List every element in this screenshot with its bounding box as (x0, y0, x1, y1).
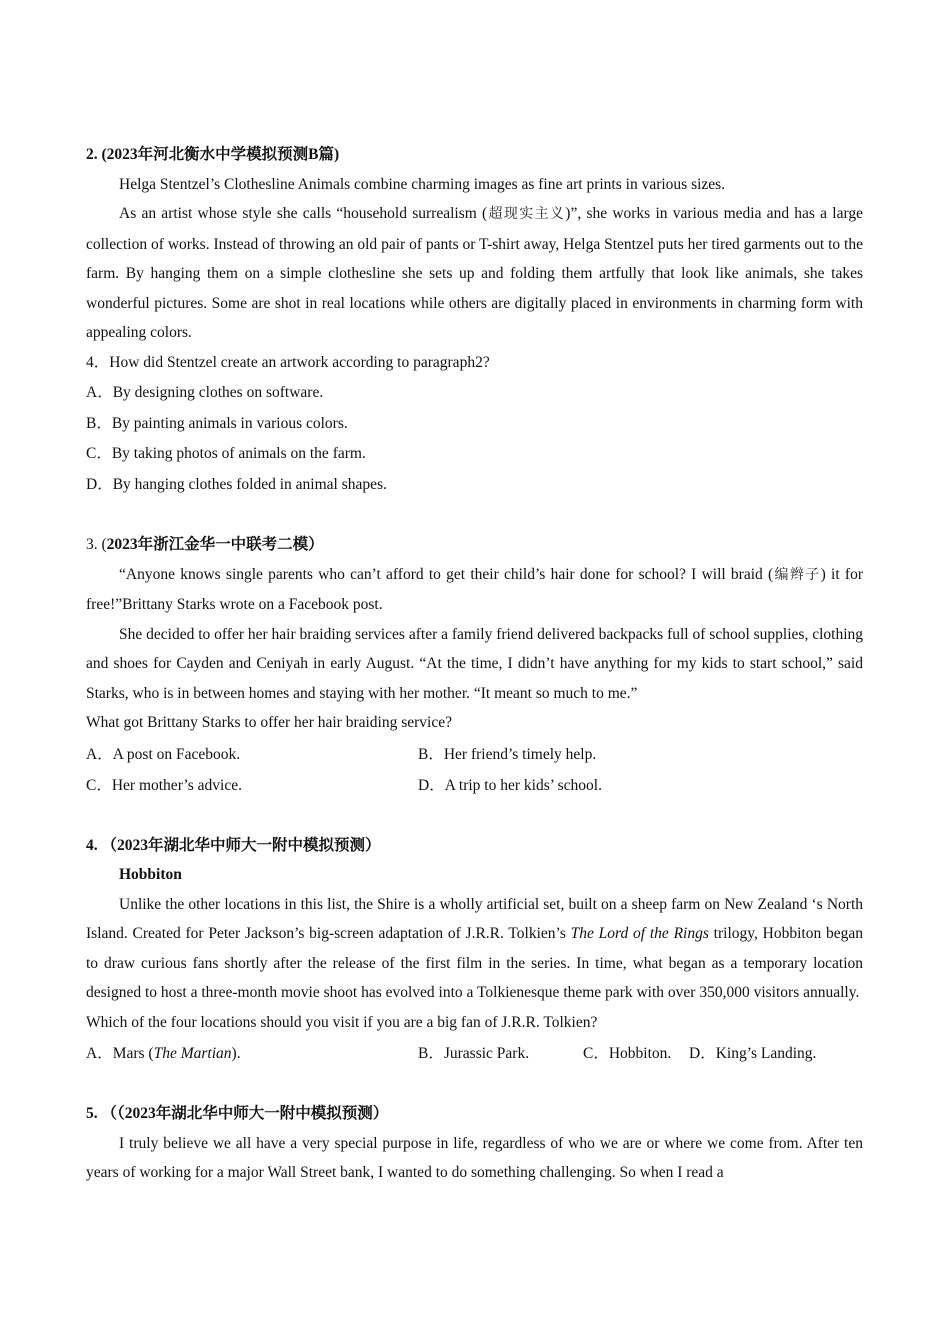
chinese-gloss: 编辫子 (773, 566, 821, 583)
section-5-heading: 5. （（2023年湖北华中师大一附中模拟预测） (86, 1105, 389, 1122)
options-row-1 (86, 739, 863, 770)
text-run: ) it for free!”Brittany Starks wrote on a Facebook post. (86, 565, 863, 613)
section-3-paragraph-1 (86, 560, 863, 620)
option-a: A．By designing clothes on software. (86, 384, 324, 401)
option-a: A．A post on Facebook. (86, 745, 241, 763)
options-row-2 (86, 770, 863, 801)
section-spacer (86, 801, 863, 831)
section-5 (86, 1099, 863, 1188)
film-title: The Martian (153, 1045, 232, 1062)
book-title: The Lord of the Rings (570, 925, 709, 942)
section-5-paragraph-1: I truly believe we all have a very special purpose in life, regardless of who we are or where we come from. After ten years of working for a major Wall Street bank, I wanted to do something challenging. So when I read a (86, 1134, 863, 1181)
chinese-gloss: 超现实主义 (487, 206, 566, 222)
section-4-heading: 4. （2023年湖北华中师大一附中模拟预测） (86, 836, 381, 854)
option-b: B．By painting animals in various colors. (86, 414, 348, 432)
option-c: C．Her mother’s advice. (86, 776, 242, 794)
option-c: C．By taking photos of animals on the farm. (86, 445, 366, 462)
section-spacer (86, 1069, 863, 1099)
section-4 (86, 831, 863, 1070)
section-spacer (86, 500, 863, 530)
document-page (86, 140, 863, 1188)
text-run: “Anyone knows single parents who can’t afford to get their child’s hair done for school? I will braid ( (119, 565, 774, 583)
section-2-heading: 2. (2023年河北衡水中学模拟预测B篇) (86, 146, 340, 163)
section-3 (86, 530, 863, 801)
text-run: )”, she works in various media and has a large collection of works. Instead of throwing an old pair of pants or T-shirt away, Helga Stentzel puts her tired garments out to the farm. By hanging them on a simple clothesline she sets up and folding them artfully that look like animals, she takes wonderful pictures. Some are shot in real locations while others are digitally placed in environments in charming form with appealing colors. (86, 205, 863, 341)
option-b: B．Jurassic Park. (418, 1045, 530, 1062)
text-run: As an artist whose style she calls “household surrealism ( (119, 205, 488, 222)
option-c: C．Hobbiton. (583, 1045, 672, 1062)
heading-number: 3. ( (86, 536, 107, 553)
text-run: A．Mars ( (86, 1045, 154, 1062)
passage-title: Hobbiton (119, 866, 182, 883)
heading-source: 2023年浙江金华一中联考二模） (106, 536, 324, 553)
text-run: ). (231, 1045, 241, 1062)
option-d: D．By hanging clothes folded in animal shapes. (86, 475, 387, 493)
text-run: trilogy, Hobbiton began to draw curious fans shortly after the release of the first film in the series. In time, what began as a temporary location designed to host a three-month movie shoot has evolved into a Tolkienesque theme park with over 350,000 visitors annually. (86, 925, 863, 1001)
section-3-paragraph-2: She decided to offer her hair braiding services after a family friend delivered backpacks full of school supplies, clothing and shoes for Cayden and Ceniyah in early August. “At the time, I didn’t have anything for my kids to start school,” said Starks, who is in between homes and staying with her mother. “It meant so much to me.” (86, 625, 863, 702)
option-a (86, 1038, 418, 1069)
section-3-heading (86, 530, 863, 560)
text-run: Unlike the other locations in this list, the Shire is a wholly artificial set, built on a sheep farm on New Zealand ‘s North Island. Created for Peter Jackson’s big-screen adaptation of J.R.R. Tolkien’s (86, 895, 863, 942)
section-2-paragraph-2 (86, 199, 863, 348)
section-2 (86, 140, 863, 500)
option-d: D．A trip to her kids’ school. (418, 776, 602, 794)
section-4-paragraph-1 (86, 890, 863, 1008)
section-2-question: 4．How did Stentzel create an artwork according to paragraph2? (86, 353, 490, 371)
section-2-paragraph-1: Helga Stentzel’s Clothesline Animals combine charming images as fine art prints in various sizes. (119, 175, 726, 193)
options-row (86, 1038, 863, 1069)
option-d: D．King’s Landing. (689, 1045, 817, 1062)
option-b: B．Her friend’s timely help. (418, 745, 597, 763)
section-4-question: Which of the four locations should you visit if you are a big fan of J.R.R. Tolkien? (86, 1013, 598, 1031)
section-3-question: What got Brittany Starks to offer her hair braiding service? (86, 714, 452, 731)
